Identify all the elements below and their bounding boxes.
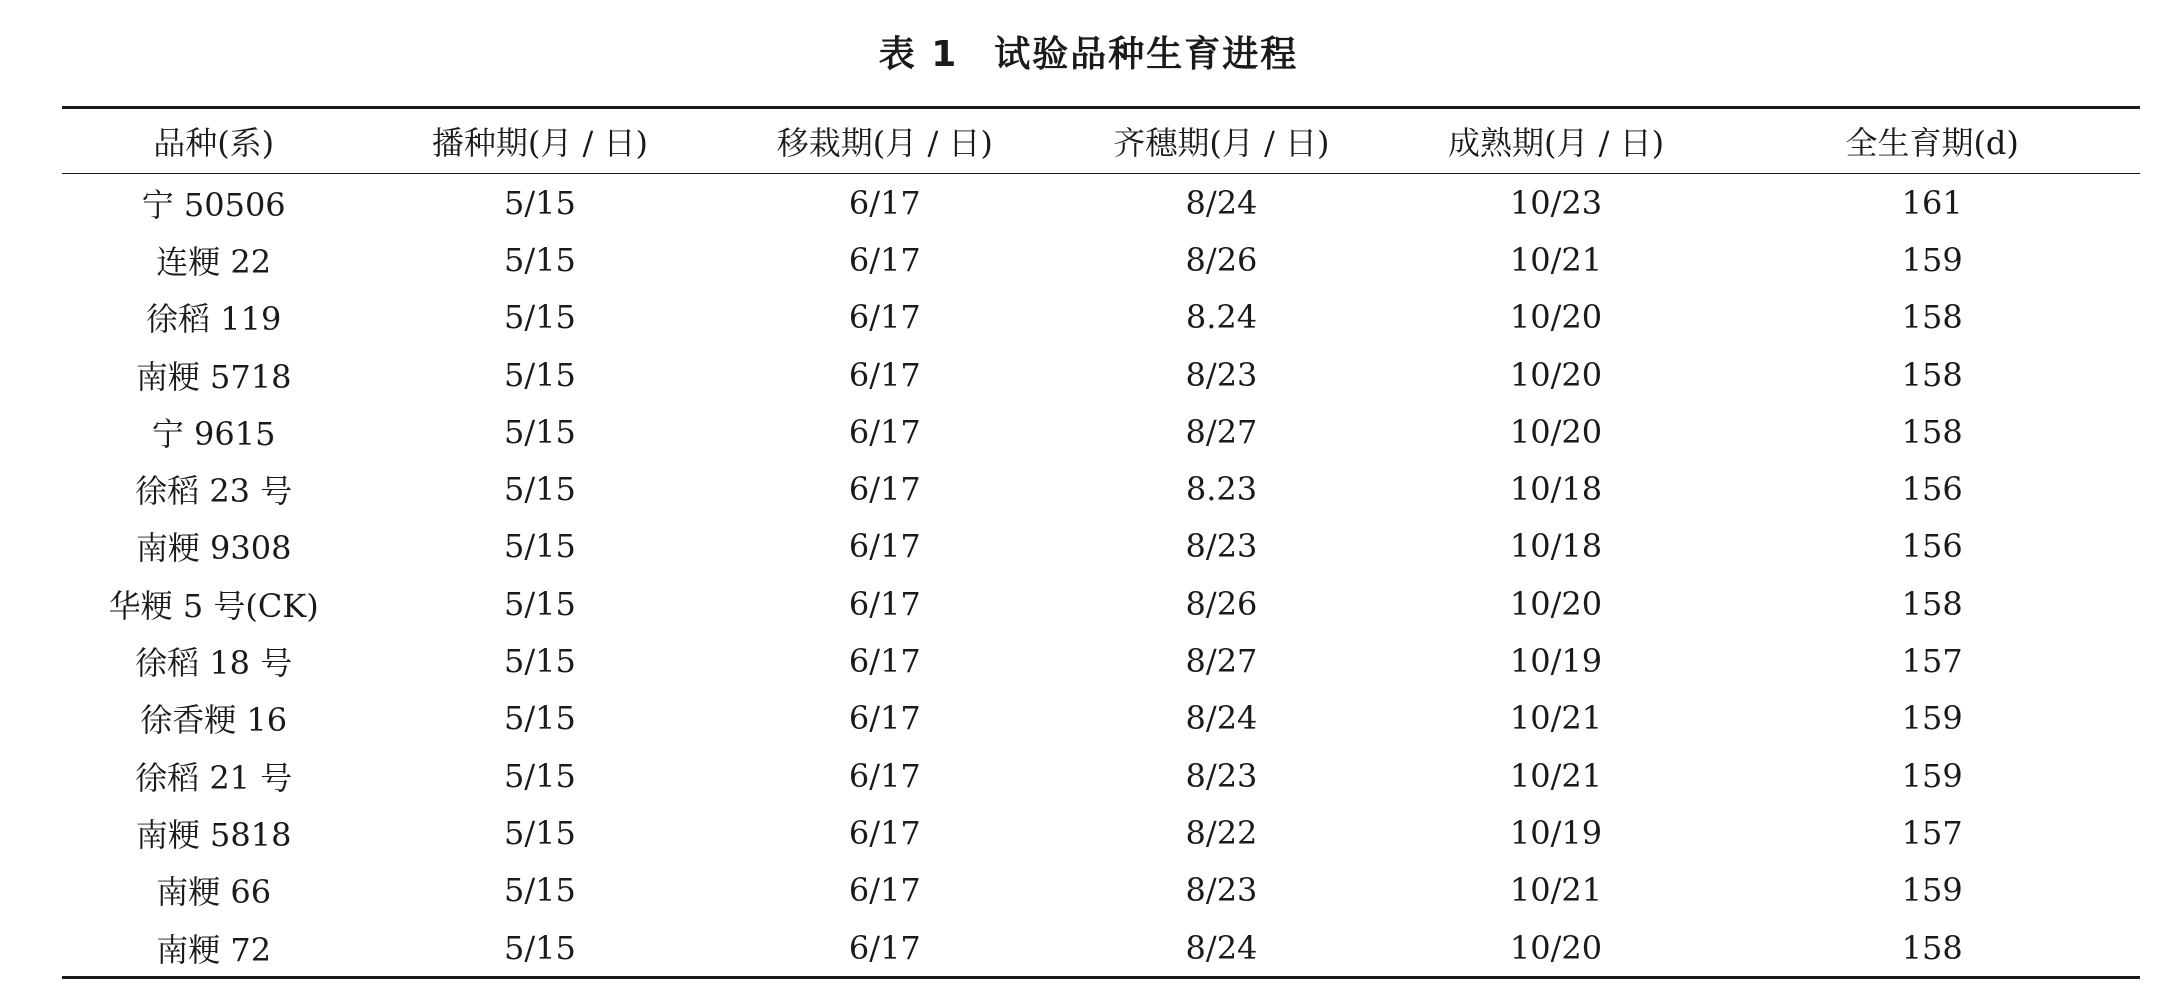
cell-sowing-date: 5/15 (503, 183, 576, 222)
cell-transplant-date: 6/17 (848, 412, 921, 451)
cell-sowing-date: 5/15 (503, 355, 576, 394)
table-row (62, 804, 2140, 861)
table-number: 表 1 (878, 34, 959, 75)
cell-variety: 华粳 5 号(CK) (108, 586, 319, 625)
cell-transplant-date: 6/17 (848, 584, 921, 623)
header-heading-date: 齐穗期(月 / 日) (1113, 124, 1330, 162)
header-sowing-date: 播种期(月 / 日) (431, 124, 648, 162)
cell-growth-duration: 159 (1901, 240, 1963, 279)
cell-transplant-date: 6/17 (848, 298, 921, 337)
cell-variety: 徐稻 119 (146, 300, 282, 339)
table-row (62, 575, 2140, 632)
cell-variety: 南粳 5718 (135, 357, 292, 396)
cell-variety: 宁 50506 (141, 185, 286, 224)
cell-sowing-date: 5/15 (503, 642, 576, 681)
header-growth-duration: 全生育期(d) (1845, 124, 2019, 162)
cell-transplant-date: 6/17 (848, 699, 921, 738)
cell-transplant-date: 6/17 (848, 871, 921, 910)
cell-growth-duration: 158 (1901, 298, 1963, 337)
cell-maturity-date: 10/20 (1509, 355, 1603, 394)
cell-variety: 徐稻 18 号 (135, 644, 293, 683)
cell-heading-date: 8/23 (1185, 756, 1258, 795)
table-row (62, 919, 2140, 978)
cell-variety: 南粳 66 (156, 873, 272, 912)
cell-transplant-date: 6/17 (848, 355, 921, 394)
table-body (62, 174, 2140, 978)
header-maturity-date: 成熟期(月 / 日) (1447, 124, 1665, 162)
table-header (62, 108, 2140, 174)
cell-maturity-date: 10/20 (1509, 584, 1603, 623)
cell-variety: 宁 9615 (151, 414, 276, 453)
cell-sowing-date: 5/15 (503, 298, 576, 337)
header-variety: 品种(系) (153, 124, 275, 162)
cell-growth-duration: 159 (1901, 871, 1963, 910)
table-row (62, 289, 2140, 346)
cell-heading-date: 8/23 (1185, 355, 1258, 394)
cell-sowing-date: 5/15 (503, 871, 576, 910)
cell-sowing-date: 5/15 (503, 470, 576, 509)
cell-maturity-date: 10/23 (1509, 183, 1603, 222)
cell-maturity-date: 10/18 (1509, 527, 1603, 566)
table-row (62, 690, 2140, 747)
table-row (62, 174, 2140, 232)
cell-variety: 南粳 9308 (135, 529, 292, 568)
cell-transplant-date: 6/17 (848, 240, 921, 279)
cell-growth-duration: 159 (1901, 756, 1963, 795)
cell-transplant-date: 6/17 (848, 756, 921, 795)
cell-sowing-date: 5/15 (503, 699, 576, 738)
table-container (62, 106, 2140, 979)
table-title: 试验品种生育进程 (994, 34, 1299, 75)
table-caption (0, 22, 2177, 88)
cell-variety: 徐稻 21 号 (135, 758, 293, 797)
cell-maturity-date: 10/20 (1509, 412, 1603, 451)
cell-heading-date: 8.23 (1185, 470, 1258, 509)
cell-variety: 南粳 5818 (135, 815, 292, 854)
cell-maturity-date: 10/20 (1509, 298, 1603, 337)
cell-variety: 南粳 72 (156, 930, 272, 969)
cell-sowing-date: 5/15 (503, 928, 576, 967)
cell-heading-date: 8/23 (1185, 527, 1258, 566)
cell-heading-date: 8/24 (1185, 928, 1258, 967)
cell-transplant-date: 6/17 (848, 470, 921, 509)
table-row (62, 231, 2140, 288)
cell-heading-date: 8/22 (1185, 813, 1258, 852)
cell-growth-duration: 156 (1901, 527, 1963, 566)
header-transplant-date: 移栽期(月 / 日) (776, 124, 993, 162)
cell-variety: 徐稻 23 号 (135, 472, 293, 511)
cell-sowing-date: 5/15 (503, 584, 576, 623)
cell-variety: 连粳 22 (156, 242, 272, 281)
cell-maturity-date: 10/21 (1509, 756, 1603, 795)
cell-maturity-date: 10/19 (1509, 813, 1603, 852)
cell-transplant-date: 6/17 (848, 642, 921, 681)
cell-growth-duration: 158 (1901, 355, 1963, 394)
table-row (62, 346, 2140, 403)
cell-sowing-date: 5/15 (503, 527, 576, 566)
cell-transplant-date: 6/17 (848, 183, 921, 222)
cell-heading-date: 8/27 (1185, 412, 1258, 451)
cell-growth-duration: 159 (1901, 699, 1963, 738)
cell-sowing-date: 5/15 (503, 813, 576, 852)
cell-sowing-date: 5/15 (503, 240, 576, 279)
cell-growth-duration: 158 (1901, 584, 1963, 623)
growth-stage-table (62, 106, 2140, 979)
cell-transplant-date: 6/17 (848, 928, 921, 967)
cell-heading-date: 8/23 (1185, 871, 1258, 910)
table-row (62, 632, 2140, 689)
cell-growth-duration: 157 (1901, 642, 1963, 681)
header-row (62, 108, 2140, 174)
cell-maturity-date: 10/21 (1509, 699, 1603, 738)
table-row (62, 518, 2140, 575)
cell-maturity-date: 10/19 (1509, 642, 1603, 681)
table-row (62, 403, 2140, 460)
cell-growth-duration: 158 (1901, 412, 1963, 451)
table-row (62, 747, 2140, 804)
cell-heading-date: 8/24 (1185, 183, 1258, 222)
cell-heading-date: 8/26 (1185, 240, 1258, 279)
cell-maturity-date: 10/20 (1509, 928, 1603, 967)
cell-maturity-date: 10/21 (1509, 240, 1603, 279)
cell-transplant-date: 6/17 (848, 813, 921, 852)
cell-transplant-date: 6/17 (848, 527, 921, 566)
cell-heading-date: 8/24 (1185, 699, 1258, 738)
table-row (62, 862, 2140, 919)
cell-heading-date: 8.24 (1185, 298, 1258, 337)
cell-growth-duration: 158 (1901, 928, 1963, 967)
cell-maturity-date: 10/18 (1509, 470, 1603, 509)
cell-maturity-date: 10/21 (1509, 871, 1603, 910)
cell-growth-duration: 156 (1901, 470, 1963, 509)
cell-heading-date: 8/26 (1185, 584, 1258, 623)
cell-sowing-date: 5/15 (503, 412, 576, 451)
cell-growth-duration: 157 (1901, 813, 1963, 852)
cell-variety: 徐香粳 16 (140, 701, 288, 740)
table-row (62, 460, 2140, 517)
cell-heading-date: 8/27 (1185, 642, 1258, 681)
cell-sowing-date: 5/15 (503, 756, 576, 795)
cell-growth-duration: 161 (1901, 183, 1963, 222)
